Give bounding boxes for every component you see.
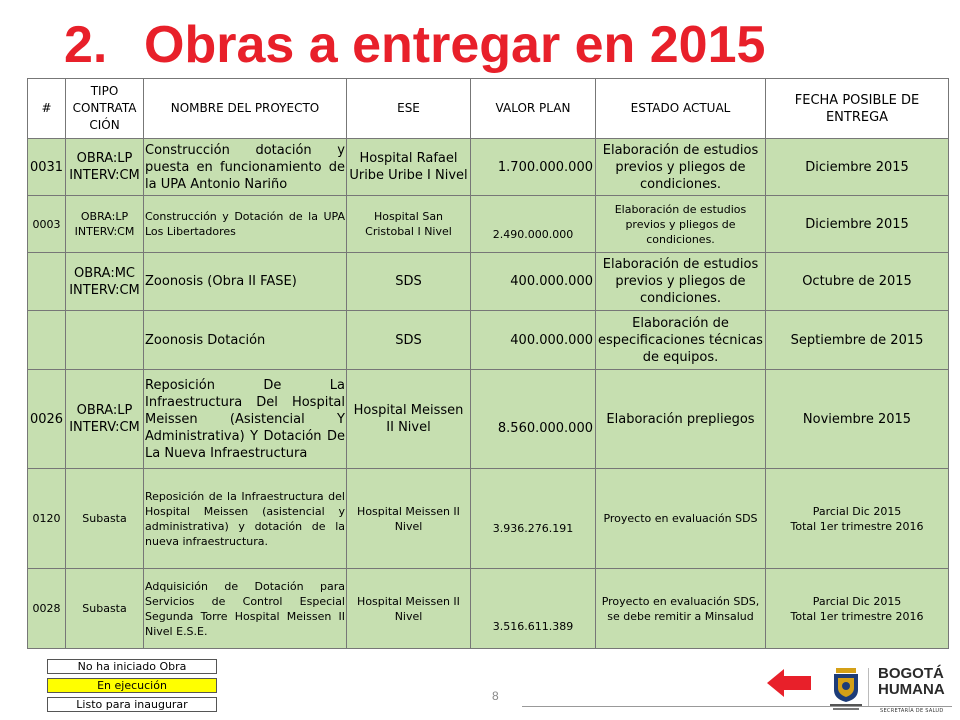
cell-fecha: Noviembre 2015 bbox=[766, 370, 949, 469]
cell-num bbox=[28, 311, 66, 370]
legend-not-started: No ha iniciado Obra bbox=[47, 659, 217, 674]
brand-line-1: BOGOTÁ bbox=[878, 665, 944, 682]
table-header-row bbox=[28, 79, 949, 139]
cell-tipo: Subasta bbox=[66, 469, 144, 569]
cell-valor: 8.560.000.000 bbox=[471, 370, 596, 469]
title-text: Obras a entregar en 2015 bbox=[144, 16, 766, 74]
cell-tipo: Subasta bbox=[66, 569, 144, 649]
cell-nombre: Zoonosis Dotación bbox=[144, 311, 347, 370]
cell-fecha: Diciembre 2015 bbox=[766, 196, 949, 253]
cell-ese: Hospital Rafael Uribe Uribe I Nivel bbox=[347, 139, 471, 196]
cell-valor: 1.700.000.000 bbox=[471, 139, 596, 196]
cell-fecha bbox=[766, 569, 949, 649]
cell-fecha: Septiembre de 2015 bbox=[766, 311, 949, 370]
cell-num: 0003 bbox=[28, 196, 66, 253]
cell-nombre: Adquisición de Dotación para Servicios de Control Especial Segunda Torre Hospital Meissen II Nivel E.S.E. bbox=[144, 569, 347, 649]
legend-in-progress: En ejecución bbox=[47, 678, 217, 693]
cell-estado: Elaboración prepliegos bbox=[596, 370, 766, 469]
header-fecha: FECHA POSIBLE DE ENTREGA bbox=[766, 79, 949, 139]
cell-fecha-total: Total 1er trimestre 2016 bbox=[790, 519, 924, 533]
cell-num bbox=[28, 253, 66, 311]
cell-estado: Proyecto en evaluación SDS, se debe remitir a Minsalud bbox=[596, 569, 766, 649]
header-tipo: TIPO CONTRATA CIÓN bbox=[66, 79, 144, 139]
cell-ese: SDS bbox=[347, 253, 471, 311]
cell-tipo bbox=[66, 311, 144, 370]
cell-tipo: OBRA:LP INTERV:CM bbox=[66, 196, 144, 253]
cell-valor: 400.000.000 bbox=[471, 311, 596, 370]
cell-nombre: Reposición de la Infraestructura del Hospital Meissen (asistencial y administrativa) y dotación de la nueva infraestructura. bbox=[144, 469, 347, 569]
table-row bbox=[28, 139, 949, 196]
page-number: 8 bbox=[492, 689, 499, 703]
page-title bbox=[64, 12, 765, 78]
brand-line-2: HUMANA bbox=[878, 681, 945, 698]
header-num: # bbox=[28, 79, 66, 139]
logo-separator bbox=[868, 668, 869, 706]
table-row bbox=[28, 253, 949, 311]
cell-ese: Hospital Meissen II Nivel bbox=[347, 569, 471, 649]
cell-ese: Hospital San Cristobal I Nivel bbox=[347, 196, 471, 253]
title-number: 2. bbox=[64, 16, 108, 74]
cell-estado: Elaboración de especificaciones técnicas de equipos. bbox=[596, 311, 766, 370]
cell-fecha bbox=[766, 469, 949, 569]
cell-nombre: Construcción dotación y puesta en funcionamiento de la UPA Antonio Nariño bbox=[144, 139, 347, 196]
cell-valor: 400.000.000 bbox=[471, 253, 596, 311]
header-estado: ESTADO ACTUAL bbox=[596, 79, 766, 139]
cell-tipo: OBRA:LP INTERV:CM bbox=[66, 370, 144, 469]
cell-estado: Elaboración de estudios previos y pliegos de condiciones. bbox=[596, 253, 766, 311]
projects-table bbox=[27, 78, 949, 649]
back-arrow-icon[interactable] bbox=[766, 668, 812, 698]
legend-ready: Listo para inaugurar bbox=[47, 697, 217, 712]
cell-valor: 3.516.611.389 bbox=[471, 569, 596, 649]
cell-fecha: Octubre de 2015 bbox=[766, 253, 949, 311]
cell-nombre: Zoonosis (Obra II FASE) bbox=[144, 253, 347, 311]
header-nombre: NOMBRE DEL PROYECTO bbox=[144, 79, 347, 139]
cell-tipo: OBRA:MC INTERV:CM bbox=[66, 253, 144, 311]
cell-nombre: Construcción y Dotación de la UPA Los Libertadores bbox=[144, 196, 347, 253]
cell-num: 0026 bbox=[28, 370, 66, 469]
cell-fecha-parcial: Parcial Dic 2015 bbox=[812, 504, 902, 518]
cell-num: 0028 bbox=[28, 569, 66, 649]
secretaria-label: SECRETARÍA DE SALUD bbox=[880, 708, 944, 714]
table-row bbox=[28, 469, 949, 569]
bogota-humana-logo bbox=[878, 666, 945, 698]
cell-fecha: Diciembre 2015 bbox=[766, 139, 949, 196]
cell-num: 0120 bbox=[28, 469, 66, 569]
cell-estado: Proyecto en evaluación SDS bbox=[596, 469, 766, 569]
cell-fecha-parcial: Parcial Dic 2015 bbox=[812, 594, 902, 608]
cell-estado: Elaboración de estudios previos y pliegos de condiciones. bbox=[596, 196, 766, 253]
table-row bbox=[28, 196, 949, 253]
table-row bbox=[28, 370, 949, 469]
cell-valor: 2.490.000.000 bbox=[471, 196, 596, 253]
table-row bbox=[28, 569, 949, 649]
cell-ese: Hospital Meissen II Nivel bbox=[347, 469, 471, 569]
footer-divider bbox=[522, 706, 952, 707]
cell-ese: SDS bbox=[347, 311, 471, 370]
cell-num: 0031 bbox=[28, 139, 66, 196]
cell-tipo: OBRA:LP INTERV:CM bbox=[66, 139, 144, 196]
header-ese: ESE bbox=[347, 79, 471, 139]
bogota-district-seal-icon bbox=[828, 666, 864, 712]
table-row bbox=[28, 311, 949, 370]
cell-nombre: Reposición De La Infraestructura Del Hospital Meissen (Asistencial Y Administrativa) Y Dotación De La Nueva Infraestructura bbox=[144, 370, 347, 469]
cell-valor: 3.936.276.191 bbox=[471, 469, 596, 569]
header-valor: VALOR PLAN bbox=[471, 79, 596, 139]
cell-fecha-total: Total 1er trimestre 2016 bbox=[790, 609, 924, 623]
cell-estado: Elaboración de estudios previos y pliegos de condiciones. bbox=[596, 139, 766, 196]
cell-ese: Hospital Meissen II Nivel bbox=[347, 370, 471, 469]
